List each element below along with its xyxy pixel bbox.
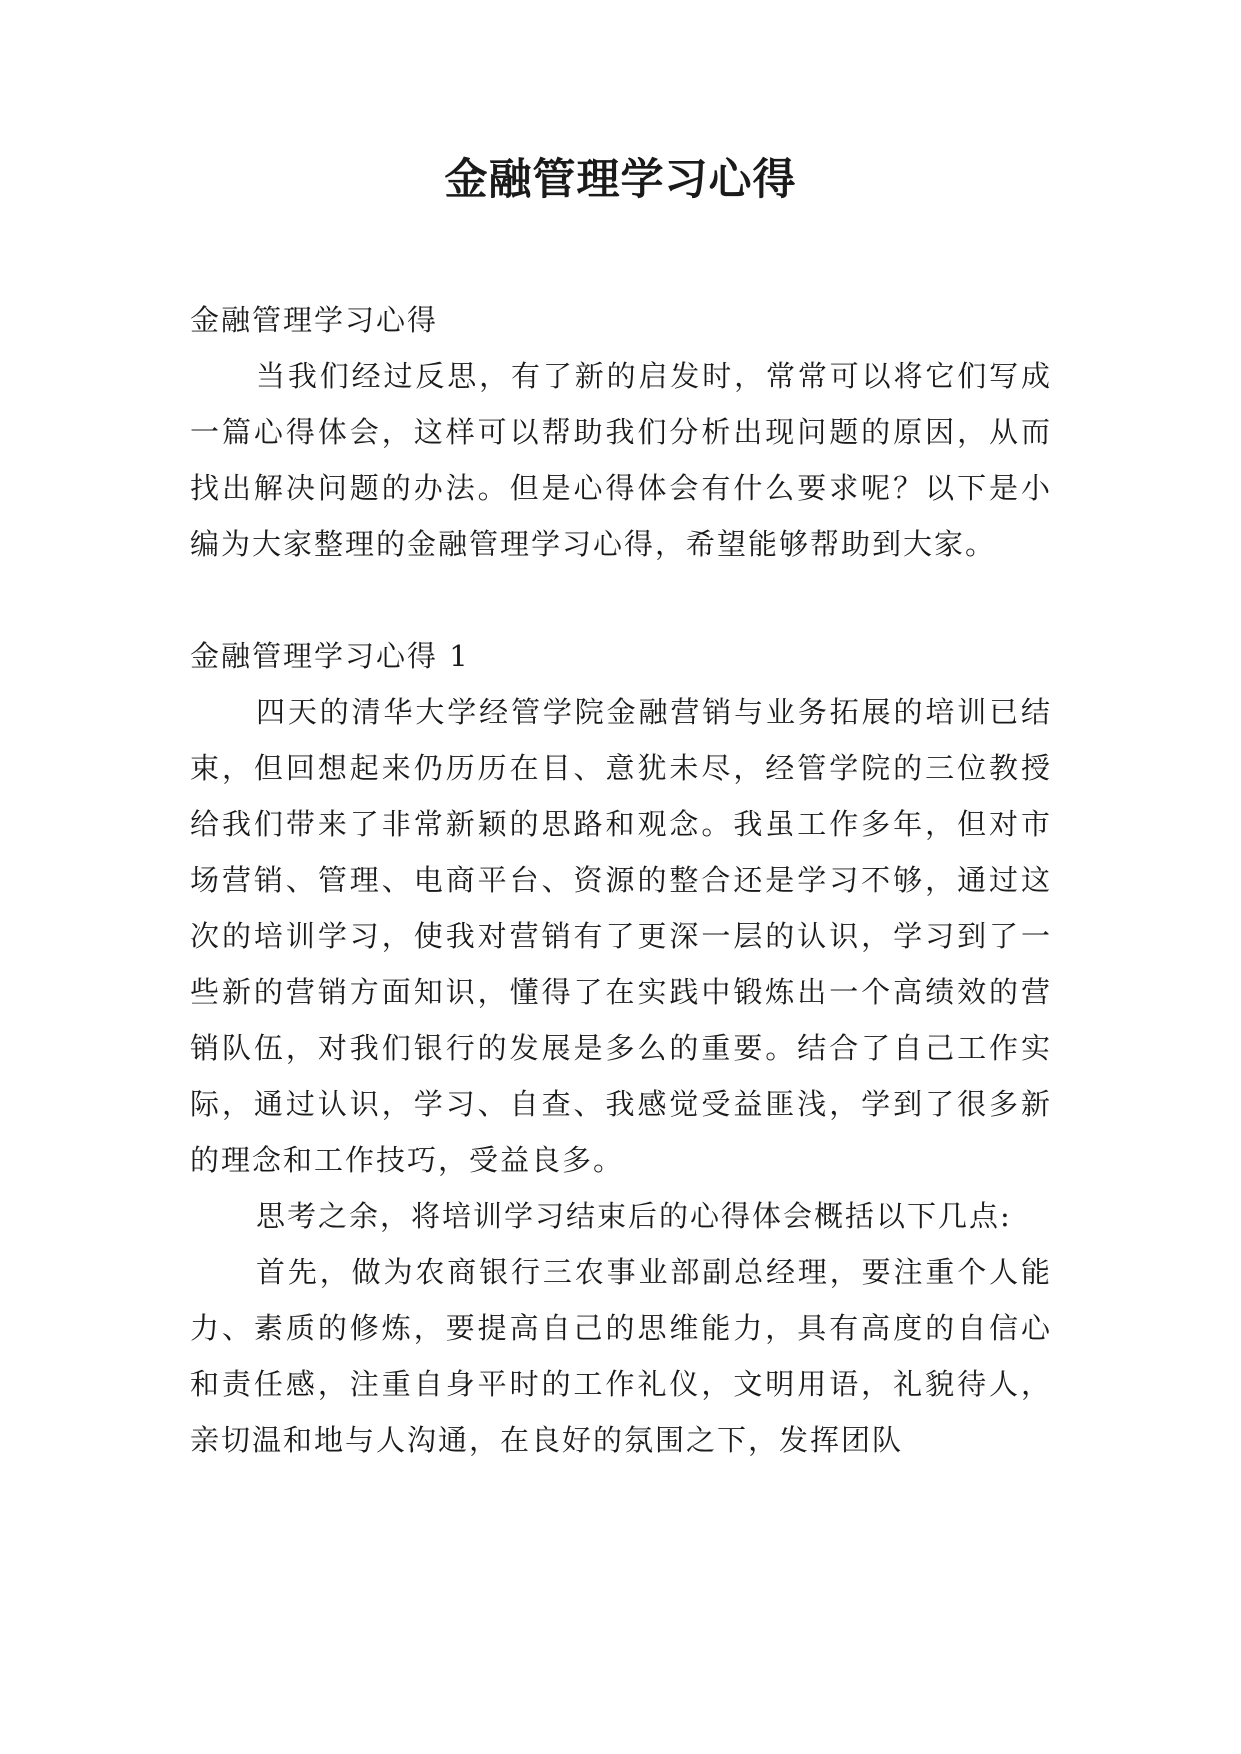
intro-paragraph: 当我们经过反思，有了新的启发时，常常可以将它们写成一篇心得体会，这样可以帮助我们分析出现问题的原因，从而找出解决问题的办法。但是心得体会有什么要求呢？以下是小编为大家整理的金融管理学习心得，希望能够帮助到大家。 (190, 359, 1052, 561)
section1-paragraph: 四天的清华大学经管学院金融营销与业务拓展的培训已结束，但回想起来仍历历在目、意犹未尽，经管学院的三位教授给我们带来了非常新颖的思路和观念。我虽工作多年，但对市场营销、管理、电商平台、资源的整合还是学习不够，通过这次的培训学习，使我对营销有了更深一层的认识，学习到了一些新的营销方面知识，懂得了在实践中锻炼出一个高绩效的营销队伍，对我们银行的发展是多么的重要。结合了自己工作实际，通过认识，学习、自查、我感觉受益匪浅，学到了很多新的理念和工作技巧，受益良多。 (190, 695, 1052, 1177)
intro-heading: 金融管理学习心得 (190, 303, 439, 337)
document-body (190, 292, 1052, 1468)
section-spacer (190, 572, 1052, 628)
section-heading-1: 金融管理学习心得 1 (190, 639, 470, 673)
section1-paragraph: 首先，做为农商银行三农事业部副总经理，要注重个人能力、素质的修炼，要提高自己的思维能力，具有高度的自信心和责任感，注重自身平时的工作礼仪，文明用语，礼貌待人，亲切温和地与人沟通，在良好的氛围之下，发挥团队 (190, 1255, 1052, 1457)
document-title: 金融管理学习心得 (444, 155, 797, 205)
section1-paragraph: 思考之余，将培训学习结束后的心得体会概括以下几点: (256, 1199, 1012, 1233)
